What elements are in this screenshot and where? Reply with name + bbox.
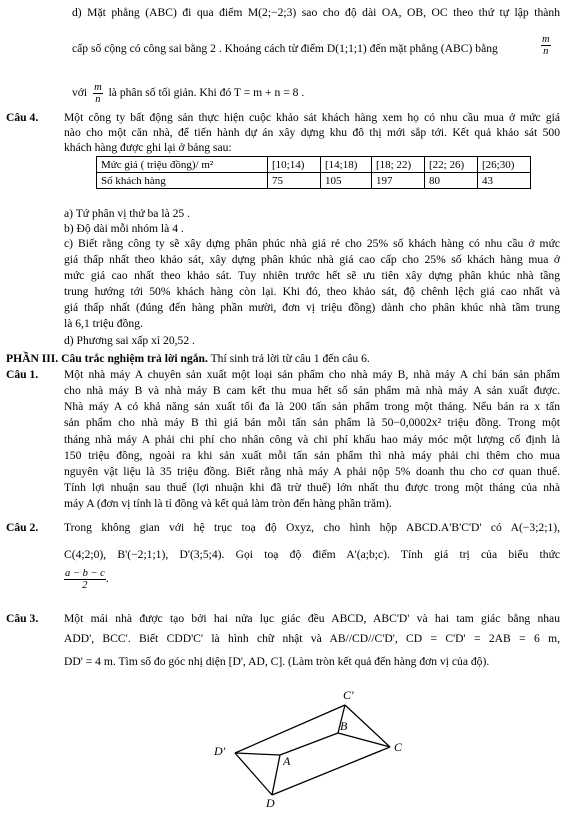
question-1-line-7: nguyên vật liệu là 35 triệu đồng. Biết rằng nhà máy A phải nộp 5% doanh thu cho cơ quan thuế. [64, 465, 560, 478]
part-d-fraction-1: $\frac{m}{n}$ [542, 34, 550, 57]
label-b: B [340, 719, 348, 733]
label-a: A [283, 754, 291, 768]
question-1-line-2: cho nhà máy B và nhà máy B cam kết thu mua hết số sản phẩm mà nhà máy A sản xuất được. [64, 384, 560, 397]
question-4-line-3: khách hàng được ghi lại ở bảng sau: [64, 141, 232, 154]
table-cell: 75 [268, 173, 321, 189]
edge-a-d [272, 755, 280, 795]
table-cell: 80 [425, 173, 478, 189]
question-1-line-6: 150 triệu đồng, ngoài ra khi sản xuất mỗi tấn sản phẩm thì nhà máy phải chi thêm cho mua [64, 449, 560, 462]
table-cell: 105 [321, 173, 372, 189]
question-2-label: Câu 2. [6, 521, 39, 534]
edge-dprime-d [235, 753, 272, 795]
part-d-line-1: d) Mặt phẳng (ABC) đi qua điểm M(2;−2;3) sao cho độ dài OA, OB, OC theo thứ tự lập thành [72, 6, 560, 19]
question-1-line-1: Một nhà máy A chuyên sản xuất một loại sản phẩm cho nhà máy B, nhà máy A chỉ bán sản phẩm [64, 368, 560, 381]
question-4-label: Câu 4. [6, 111, 39, 124]
question-4-line-1: Một công ty bất động sản thực hiện cuộc khảo sát khách hàng xem họ có nhu cầu mua ở mức giá [64, 111, 560, 124]
question-2-line-1: Trong không gian với hệ trục toạ độ Oxyz, cho hình hộp ABCD.A'B'C'D' có A(−3;2;1), [64, 521, 560, 534]
question-4-c-line-6: là 6,1 triệu đồng. [64, 317, 143, 330]
question-4-line-2: nào cho một căn nhà, để tiến hành dự án xây dựng khu đô thị mới sắp tới. Kết quả khảo sát 500 [64, 126, 560, 139]
label-d-prime: D' [214, 744, 226, 758]
question-4-c-line-3: mức giá cao nhất theo khảo sát. Tuy nhiên trước hết sẽ ưu tiên xây dựng phân khúc nhà tầng [64, 269, 560, 282]
question-1-line-3: Nhà máy A có khả năng sản xuất tối đa là 200 tấn sản phẩm trong một tháng. Nếu bán ra x tấn [64, 400, 560, 413]
part-d-line-2: cấp số cộng có công sai bằng 2 . Khoảng cách từ điểm D(1;1;1) đến mặt phẳng (ABC) bằng [72, 42, 498, 55]
table-cell: [22; 26) [425, 157, 478, 173]
label-c-prime: C' [343, 688, 354, 702]
label-c: C [394, 740, 403, 754]
table-row-label: Số khách hàng [97, 173, 268, 189]
edge-a-b [280, 733, 338, 755]
table-row [97, 157, 531, 173]
edge-dprime-a [235, 753, 280, 755]
question-1-line-9: máy A (đơn vị tính là tỉ đồng và kết quả làm tròn đến hàng phần trăm). [64, 497, 392, 510]
question-1-label: Câu 1. [6, 368, 39, 381]
table-cell: 43 [478, 173, 531, 189]
table-header-label: Mức giá ( triệu đồng)/ m² [97, 157, 268, 173]
question-1-line-5: tháng nhà máy A phải chi phí cho nhân công và chi phí khấu hao máy móc một lượng cố định là [64, 433, 560, 446]
question-3-line-3: DD' = 4 m. Tìm số đo góc nhị diện [D', AD, C]. (Làm tròn kết quả đến hàng đơn vị của độ). [64, 655, 490, 668]
question-3-line-1: Một mái nhà được tạo bởi hai nửa lục giác đều ABCD, ABC'D' và hai tam giác bằng nhau [64, 612, 560, 625]
table-cell: [14;18) [321, 157, 372, 173]
table-row [97, 173, 531, 189]
edge-dprime-cprime [235, 705, 345, 753]
table-cell: [26;30) [478, 157, 531, 173]
question-2-line-2: C(4;2;0), B'(−2;1;1), D'(3;5;4). Gọi toạ độ điểm A'(a;b;c). Tính giá trị của biểu thức [64, 548, 560, 561]
question-1-line-8: Tính lợi nhuận sau thuế (lợi nhuận khi đã trừ thuế) lớn nhất thu được trong một tháng của nhà [64, 481, 560, 494]
label-d: D [266, 796, 275, 810]
question-3-line-2: ADD', BCC'. Biết CDD'C' là hình chữ nhật và AB//CD//C'D', CD = C'D' = 2AB = 6 m, [64, 632, 560, 645]
question-4-d: d) Phương sai xấp xỉ 20,52 . [64, 334, 195, 347]
table-cell: [10;14) [268, 157, 321, 173]
question-4-c-line-4: trung hướng tới 50% khách hàng còn lại. Khi đó, theo khảo sát, độ chênh lệch giá cao nhất và [64, 285, 560, 298]
question-4-a: a) Tứ phân vị thứ ba là 25 . [64, 207, 191, 220]
question-4-b: b) Độ dài mỗi nhóm là 4 . [64, 222, 184, 235]
question-1-line-4: sản phẩm cho nhà máy B thì giá bán mỗi tấn sản phẩm là 50−0,0002x² triệu đồng. Trong một [64, 416, 560, 429]
question-4-c-line-2: giá thấp nhất theo khảo sát, xây dựng phân khúc nhà giá cao cấp cho 25% số khách hàng mua ở [64, 253, 560, 266]
table-cell: [18; 22) [372, 157, 425, 173]
question-2-fraction: $\frac{a - b - c}{2}$ . [65, 568, 109, 591]
roof-diagram [200, 685, 420, 810]
table-cell: 197 [372, 173, 425, 189]
survey-table [96, 156, 531, 189]
part-3-heading: PHẦN III. Câu trắc nghiệm trả lời ngắn. Thí sinh trả lời từ câu 1 đến câu 6. [6, 352, 370, 365]
question-4-c-line-1: c) Biết rằng công ty sẽ xây dựng phân phúc nhà giá rẻ cho 25% số khách hàng có nhu cầu ở mức [64, 237, 560, 250]
question-4-c-line-5: giá thấp nhất (đúng đến hàng phần mười, đơn vị triệu đồng) dành cho phân khúc nhà tầm trung [64, 301, 560, 314]
part-d-line-3: với $\frac{m}{n}$ là phân số tối giản. Khi đó T = m + n = 8 . [72, 82, 305, 105]
question-3-label: Câu 3. [6, 612, 39, 625]
